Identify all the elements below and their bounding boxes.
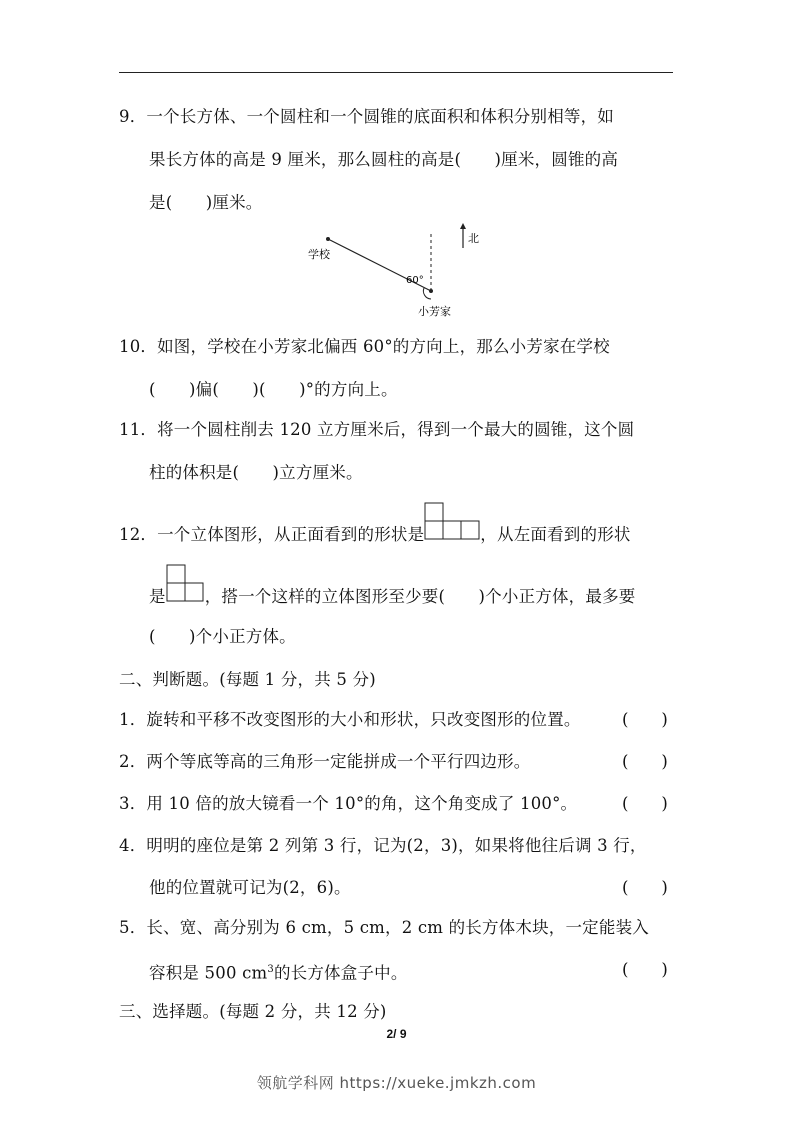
q12-line-1 bbox=[119, 522, 631, 545]
judge-item-1-answer[interactable]: ( ) bbox=[622, 710, 668, 729]
q10-line-2: ( )偏( )( )°的方向上。 bbox=[149, 380, 398, 399]
judge-item-2: 2．两个等底等高的三角形一定能拼成一个平行四边形。 bbox=[119, 752, 531, 771]
footer-watermark: 领航学科网 https://xueke.jmkzh.com bbox=[256, 1074, 537, 1092]
q9-line-2: 果长方体的高是 9 厘米，那么圆柱的高是( )厘米，圆锥的高 bbox=[149, 150, 619, 169]
front-view-figure bbox=[424, 522, 480, 542]
q9-line-3: 是( )厘米。 bbox=[149, 193, 263, 212]
section3-heading: 三、选择题。(每题 2 分，共 12 分) bbox=[119, 1002, 387, 1021]
school-point bbox=[326, 237, 330, 241]
judge-item-3-answer[interactable]: ( ) bbox=[622, 794, 668, 813]
q12-line-1-a: 12．一个立体图形，从正面看到的形状是 bbox=[119, 525, 425, 544]
judge-item-4-answer[interactable]: ( ) bbox=[622, 878, 668, 897]
judge-item-1: 1．旋转和平移不改变图形的大小和形状，只改变图形的位置。 bbox=[119, 710, 581, 729]
q12-line-2-b: ，搭一个这样的立体图形至少要( )个小正方体，最多要 bbox=[204, 587, 636, 606]
judge-item-5: 5．长、宽、高分别为 6 cm，5 cm，2 cm 的长方体木块，一定能装入 bbox=[119, 918, 649, 937]
left-view-figure bbox=[166, 584, 205, 604]
home-label: 小芳家 bbox=[418, 305, 451, 318]
judge-item-5-answer[interactable]: ( ) bbox=[622, 960, 668, 979]
judge-item-5-line-2 bbox=[149, 960, 408, 984]
cubic-superscript: 3 bbox=[267, 964, 274, 975]
header-rule bbox=[119, 72, 673, 73]
direction-diagram bbox=[300, 222, 500, 322]
judge-item-2-answer[interactable]: ( ) bbox=[622, 752, 668, 771]
judge-item-5-line-2-a: 容积是 500 cm bbox=[149, 963, 268, 983]
q11-line-1: 11．将一个圆柱削去 120 立方厘米后，得到一个最大的圆锥，这个圆 bbox=[119, 420, 635, 439]
school-label: 学校 bbox=[308, 248, 330, 261]
section2-heading: 二、判断题。(每题 1 分，共 5 分) bbox=[119, 670, 376, 689]
angle-label: 60° bbox=[406, 275, 424, 286]
north-label: 北 bbox=[468, 232, 479, 245]
page-number: 2/ 9 bbox=[386, 1027, 407, 1041]
q12-line-3: ( )个小正方体。 bbox=[149, 627, 296, 646]
q10-line-1: 10．如图，学校在小芳家北偏西 60°的方向上，那么小芳家在学校 bbox=[119, 337, 610, 356]
judge-item-4: 4．明明的座位是第 2 列第 3 行，记为(2，3)，如果将他往后调 3 行， bbox=[119, 836, 647, 855]
judge-item-3: 3．用 10 倍的放大镜看一个 10°的角，这个角变成了 100°。 bbox=[119, 794, 578, 813]
q9-line-1: 9．一个长方体、一个圆柱和一个圆锥的底面积和体积分别相等，如 bbox=[119, 107, 614, 126]
q12-line-2 bbox=[149, 584, 635, 607]
judge-item-5-line-2-b: 的长方体盒子中。 bbox=[273, 963, 408, 983]
q12-line-2-a: 是 bbox=[149, 587, 166, 606]
judge-item-4-line-2: 他的位置就可记为(2，6)。 bbox=[149, 878, 351, 897]
q12-line-1-b: ，从左面看到的形状 bbox=[480, 525, 631, 544]
north-arrow-head bbox=[460, 223, 466, 229]
q11-line-2: 柱的体积是( )立方厘米。 bbox=[149, 463, 363, 482]
